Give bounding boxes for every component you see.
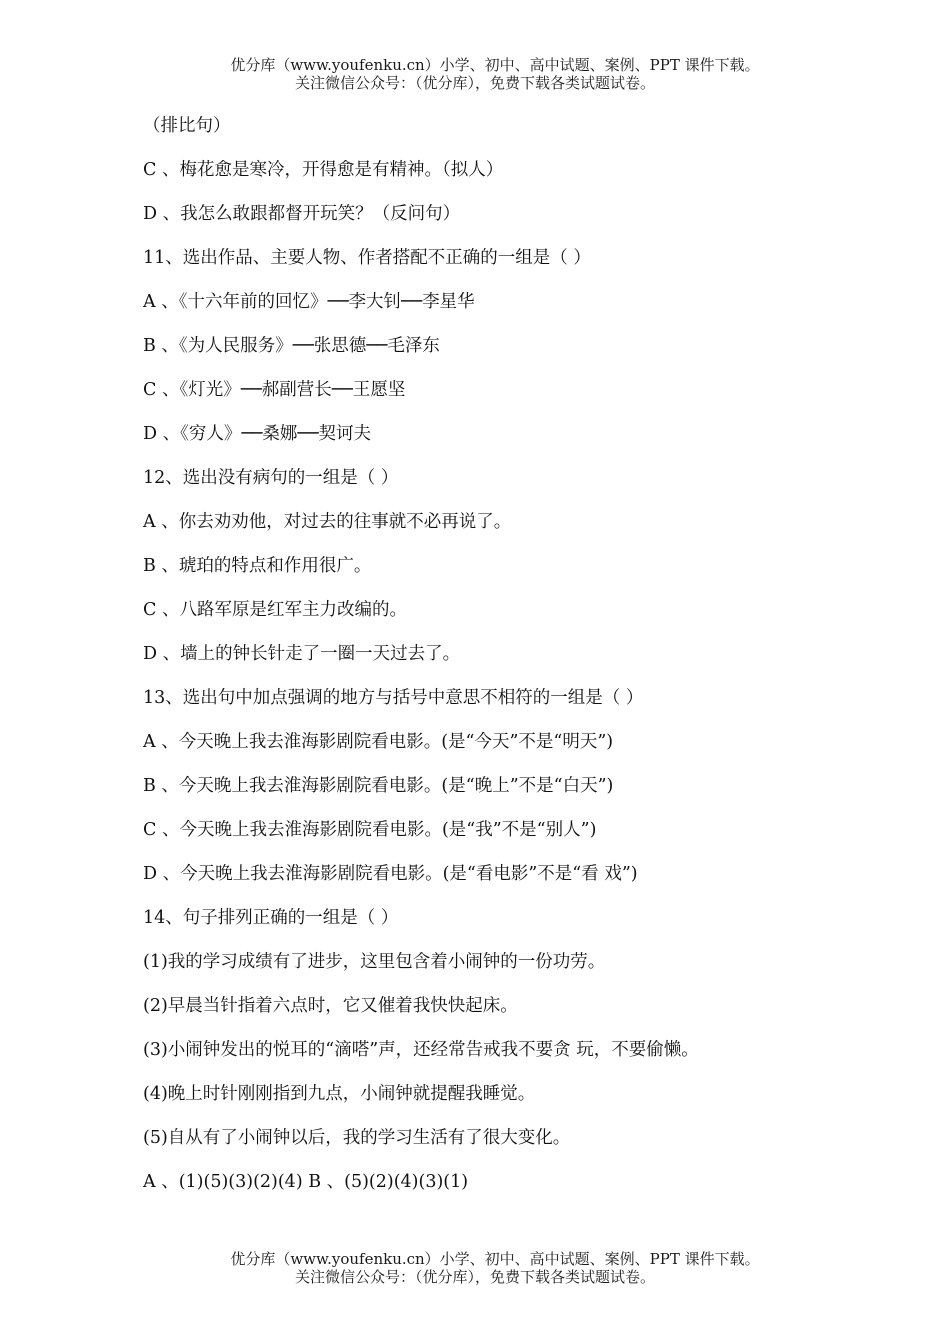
page-header: [0, 56, 950, 92]
option-b-q11: B 、《为人民服务》──张思德──毛泽东: [143, 336, 440, 356]
sentence-4: (4)晚上时针刚刚指到九点，小闹钟就提醒我睡觉。: [143, 1084, 536, 1104]
footer-line-2: 关注微信公众号：（优分库），免费下载各类试题试卷。: [294, 1268, 655, 1286]
sentence-2: (2)早晨当针指着六点时，它又催着我快快起床。: [143, 996, 518, 1016]
question-11: 11、选出作品、主要人物、作者搭配不正确的一组是（ ）: [143, 248, 591, 268]
option-d-q10: D 、我怎么敢跟都督开玩笑？（反问句）: [143, 204, 461, 224]
option-b-q13: B 、今天晚上我去淮海影剧院看电影。(是“晚上”不是“白天”): [143, 776, 614, 796]
option-d-q12: D 、墙上的钟长针走了一圈一天过去了。: [143, 644, 461, 664]
question-13: 13、选出句中加点强调的地方与括号中意思不相符的一组是（ ）: [143, 688, 644, 708]
text-line: （排比句）: [143, 116, 231, 136]
sentence-1: (1)我的学习成绩有了进步，这里包含着小闹钟的一份功劳。: [143, 952, 606, 972]
option-c-q11: C 、《灯光》──郝副营长──王愿坚: [143, 380, 406, 400]
sentence-3: (3)小闹钟发出的悦耳的“滴嗒”声，还经常告戒我不要贪 玩，不要偷懒。: [143, 1040, 699, 1060]
options-q14: A 、(1)(5)(3)(2)(4) B 、(5)(2)(4)(3)(1): [143, 1172, 469, 1192]
option-d-q13: D 、今天晚上我去淮海影剧院看电影。(是“看电影”不是“看 戏”): [143, 864, 638, 884]
option-b-q12: B 、琥珀的特点和作用很广。: [143, 556, 372, 576]
header-line-2: 关注微信公众号：（优分库），免费下载各类试题试卷。: [294, 74, 655, 92]
option-d-q11: D 、《穷人》──桑娜──契诃夫: [143, 424, 371, 444]
footer-line-1: 优分库（www.youfenku.cn）小学、初中、高中试题、案例、PPT 课件下载。: [230, 1250, 760, 1268]
sentence-5: (5)自从有了小闹钟以后，我的学习生活有了很大变化。: [143, 1128, 571, 1148]
header-line-1: 优分库（www.youfenku.cn）小学、初中、高中试题、案例、PPT 课件下载。: [230, 56, 760, 74]
option-a-q13: A 、今天晚上我去淮海影剧院看电影。(是“今天”不是“明天”): [143, 732, 614, 752]
option-a-q11: A 、《十六年前的回忆》──李大钊──李星华: [143, 292, 475, 312]
page-footer: [0, 1250, 950, 1286]
question-12: 12、选出没有病句的一组是（ ）: [143, 468, 399, 488]
option-c-q12: C 、八路军原是红军主力改编的。: [143, 600, 407, 620]
option-c-q13: C 、今天晚上我去淮海影剧院看电影。(是“我”不是“别人”): [143, 820, 597, 840]
option-c-q10: C 、梅花愈是寒冷，开得愈是有精神。（拟人）: [143, 160, 504, 180]
question-14: 14、句子排列正确的一组是（ ）: [143, 908, 399, 928]
option-a-q12: A 、你去劝劝他，对过去的往事就不必再说了。: [143, 512, 512, 532]
document-body: [143, 112, 863, 1212]
